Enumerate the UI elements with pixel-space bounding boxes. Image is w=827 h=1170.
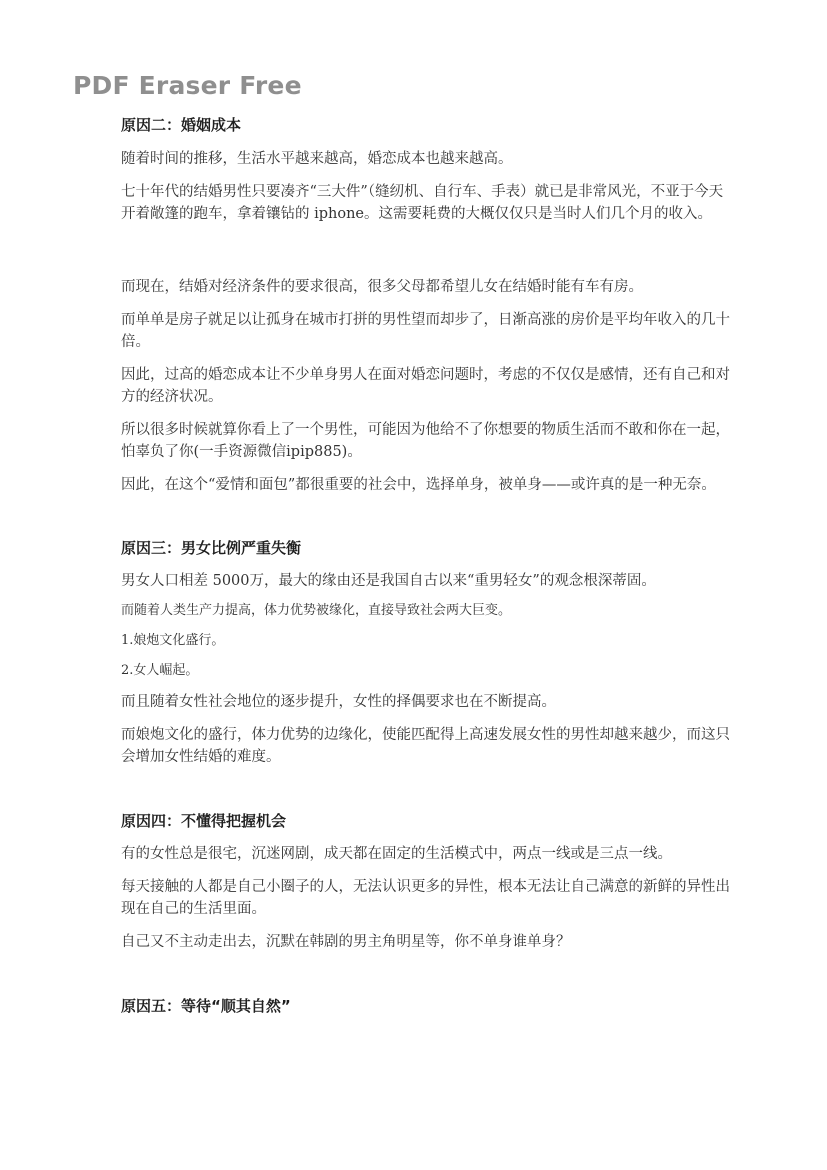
- paragraph: 而单单是房子就足以让孤身在城市打拼的男性望而却步了，日渐高涨的房价是平均年收入的几十倍。: [121, 312, 730, 350]
- section-heading-reason-2: 原因二：婚姻成本: [121, 116, 242, 134]
- paragraph: 因此，过高的婚恋成本让不少单身男人在面对婚恋问题时，考虑的不仅仅是感情，还有自己和对方的经济状况。: [121, 367, 730, 405]
- paragraph: 自己又不主动走出去，沉默在韩剧的男主角明星等，你不单身谁单身？: [121, 934, 571, 950]
- paragraph: 而娘炮文化的盛行，体力优势的边缘化，使能匹配得上高速发展女性的男性却越来越少，而这只会增加女性结婚的难度。: [121, 727, 730, 765]
- paragraph: 七十年代的结婚男性只要凑齐“三大件”（缝纫机、自行车、手表）就已是非常风光，不亚于今天开着敞篷的跑车，拿着镶钻的 iphone。这需要耗费的大概仅仅只是当时人们几个月的收入。: [121, 184, 724, 222]
- watermark-text: PDF Eraser Free: [73, 71, 302, 100]
- paragraph: 男女人口相差 5000万，最大的缘由还是我国自古以来“重男轻女”的观念根深蒂固。: [121, 573, 656, 589]
- document-body: [121, 114, 733, 1017]
- paragraph: 随着时间的推移，生活水平越来越高，婚恋成本也越来越高。: [121, 151, 513, 167]
- section-heading-reason-5: 原因五：等待“顺其自然”: [121, 997, 291, 1015]
- list-item: 2.女人崛起。: [121, 663, 199, 678]
- list-item: 1.娘炮文化盛行。: [121, 633, 225, 648]
- paragraph: 而且随着女性社会地位的逐步提升，女性的择偶要求也在不断提高。: [121, 694, 556, 710]
- paragraph: 因此，在这个“爱情和面包”都很重要的社会中，选择单身，被单身——或许真的是一种无奈。: [121, 477, 716, 493]
- paragraph: 而现在，结婚对经济条件的要求很高，很多父母都希望儿女在结婚时能有车有房。: [121, 279, 643, 295]
- paragraph: 所以很多时候就算你看上了一个男性，可能因为他给不了你想要的物质生活而不敢和你在一起，怕辜负了你(一手资源微信ipip885)。: [121, 422, 730, 460]
- paragraph: 而随着人类生产力提高，体力优势被缘化，直接导致社会两大巨变。: [121, 603, 512, 618]
- section-heading-reason-3: 原因三：男女比例严重失衡: [121, 539, 302, 557]
- section-heading-reason-4: 原因四：不懂得把握机会: [121, 812, 287, 830]
- paragraph: 每天接触的人都是自己小圈子的人，无法认识更多的异性，根本无法让自己满意的新鲜的异性出现在自己的生活里面。: [121, 879, 730, 917]
- paragraph: 有的女性总是很宅，沉迷网剧，成天都在固定的生活模式中，两点一线或是三点一线。: [121, 846, 672, 862]
